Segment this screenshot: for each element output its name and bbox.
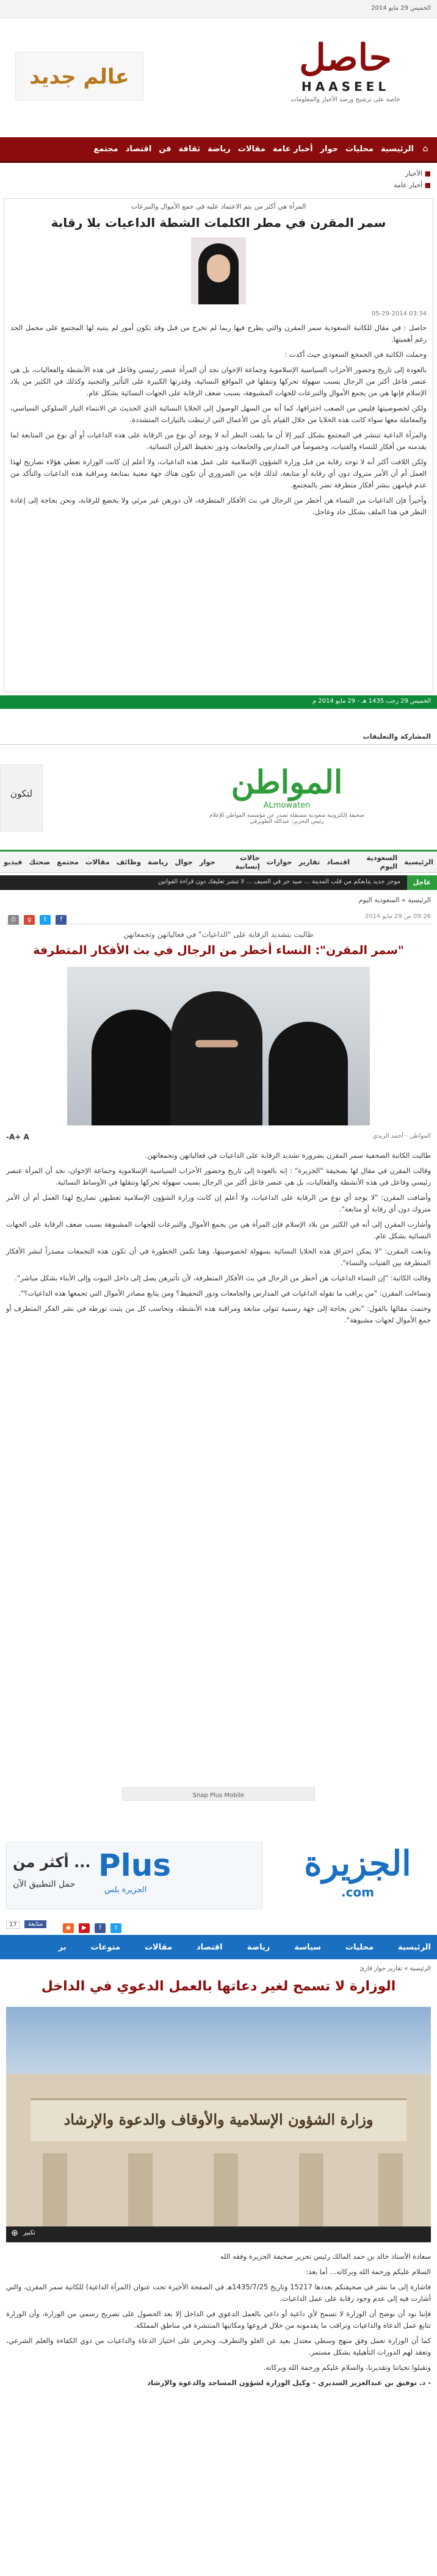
nav-home-icon[interactable]: ⌂ (422, 143, 428, 154)
mw-nav-0[interactable]: الرئيسية (404, 858, 433, 866)
aljazirah-logo[interactable] (284, 1842, 431, 1909)
mw-nav-8[interactable]: رياضة (148, 858, 168, 866)
mw-nav-11[interactable]: مجتمع (57, 858, 79, 866)
jz-nav-7[interactable]: بر (58, 1942, 67, 1952)
jz-nav-6[interactable]: متوعات (90, 1942, 120, 1952)
mw-paragraph: طالبت الكاتبة الصحفية سمر المقرن بضرورة تشديد الرقابة على الداعيات في فعالياتهن وتجمعاتهن. (145, 1151, 431, 1160)
mw-paragraph: وختمت مقالها بالقول: "نحن بحاجة إلى جهة رسمية تتولى متابعة ومراقبة هذه الأنشطة، وتحاسب كل من يثبت تورطه في نشر الفكر المتطرف أو جمع الأموال لجهات مشبوهة". (6, 1304, 431, 1324)
article-headline: سمر المقرن في مطر الكلمات الشطة الداعيات بلا رقابة (51, 215, 386, 230)
font-size-tools (6, 1133, 33, 1141)
mw-nav-6[interactable]: حوار (199, 858, 215, 866)
haaseel-tagline: خاصة على ترشيح ورصد الأخبار والمعلومات (291, 96, 400, 103)
nav-item-8[interactable]: اقتصاد (125, 145, 152, 154)
jz-headline: الوزارة لا تسمح لغير دعاتها بالعمل الدعوي في الداخل (41, 1979, 396, 1994)
mw-kicker: طالبت بتشديد الرقابة على "الداعيات" في فعالياتهن وتجمعاتهن (123, 930, 314, 939)
article-paragraph: بالعودة إلى تاريخ وحضور الأحزاب السياسية الإسلاموية وجماعة الإخوان نجد أن المرأة عنصر رئيسي وفاعل في هذه الأنشطة والفعاليات، بل هي عنصر فاعل أكثر من الرجال بسبب سهولة تحركها وتنقلها في المواقع النسائية، وقدرتها الكبيرة على التأثير والتجنيد وكذلك في الكثير من بلاد الإسلام فإنها هي من يجمع الأموال والتبرعات للجهات المشبوهة، بسبب ضعف الرقابة على الجهات النسائية بشكل عام. (10, 365, 427, 397)
ticker-label: عاجل (407, 875, 437, 890)
article-date: 03:34 05-29-2014 (371, 310, 427, 317)
zoom-icon[interactable]: ⊕ (11, 2228, 18, 2238)
plus-sub: الجزيرة بلس (104, 1885, 147, 1895)
haaseel-logo-latin: HAASEEL (301, 79, 390, 94)
jz-paragraph: السلام عليكم ورحمة الله وبركاته... أما بعد: (306, 2267, 431, 2276)
promo-text: ... أكثر من (13, 1854, 91, 1871)
haaseel-logo-arabic: حاصل (299, 37, 392, 79)
jz-social-icons (61, 1920, 121, 1933)
article-paragraph: والمرأة الداعية تنتشر في المجتمع بشكل كبير إلا أن ما يلفت النظر أنه لا يوجد أي نوع من الرقابة على هذه الداعيات أو أي نوع من المتابعة لما يقدمنه من أفكار للنساء والفتيات، وخصوصاً في المدارس والجامعات ودور تحفيظ القرآن النسائية. (10, 431, 427, 451)
mw-paragraph: وأشارت المقرن إلى أنه في الكثير من بلاد الإسلام فإن المرأة هي من يجمع الأموال والتبرعات للجهات المشبوهة بسبب ضعف الرقابة على الجهات النسائية بشكل عام. (6, 1220, 431, 1240)
jz-paragraph: كما أن الوزارة تعمل وفق منهج وسطي معتدل بعيد عن الغلو والتطرف، وتحرص على اختيار الدعاة والداعيات من ذوي الكفاءة والعلم الشرعي، وتعقد لهم الدورات التأهيلية بشكل مستمر. (6, 2336, 431, 2356)
almowaten-page (0, 723, 437, 1830)
article-paragraph: وحملت الكاتبة في الجمجع السعودي حيث أكدت : (284, 350, 427, 359)
article-box (4, 198, 433, 692)
twitter-icon[interactable]: t (110, 1923, 121, 1933)
print-icon[interactable]: ⎙ (8, 915, 19, 925)
mw-share-icons (6, 912, 67, 925)
news-ticker (0, 875, 437, 890)
article-paragraph: حاصل : في مقال للكاتبة السعودية سمر المقرن والتي يطرح فيها ربما لم تخرج من قبل وقد تكون أمور لم ينتبه لها المجتمع على محمل الجد رغم أهميتها. (10, 323, 427, 343)
almowaten-logo-arabic: المواطن (231, 764, 343, 801)
jz-nav-2[interactable]: سياسة (294, 1942, 321, 1952)
haaseel-footer-bar (0, 695, 437, 709)
jz-article-photo (6, 2007, 431, 2226)
promo-sub: حمل التطبيق الآن (13, 1879, 76, 1889)
article-subtitle: المرأة هي أكثر من يتم الاعتماد عليه في جمع الأموال والتبرعات (131, 203, 306, 210)
plus-label: Plus (98, 1848, 172, 1883)
jz-nav-1[interactable]: محليات (345, 1942, 374, 1952)
mw-nav-1[interactable]: السعودية اليوم (366, 853, 398, 870)
jz-paragraph: سعادة الأستاذ خالد بن حمد المالك رئيس تحرير صحيفة الجزيرة وفقه الله (220, 2252, 431, 2261)
mw-article-photo (67, 967, 370, 1125)
jz-nav-5[interactable]: مقالات (144, 1942, 172, 1952)
brand-banner[interactable] (15, 52, 143, 101)
mw-nav-3[interactable]: تقارير (298, 858, 320, 866)
jz-nav-3[interactable]: رياضة (247, 1942, 270, 1952)
mw-paragraph: وتابعت المقرن: "لا يمكن اختراق هذه الخلايا النسائية بسهولة لخصوصيتها، وهنا تكمن الخطورة في أن تكون هذه التجمعات مصدراً لنشر الأفكار المتطرفة بين الفتيات والنساء". (6, 1247, 431, 1267)
follow-button[interactable] (24, 1920, 46, 1928)
mw-paragraph: وقالت المقرن في مقال لها بصحيفة "الجزيرة" : إنه بالعودة إلى تاريخ وحضور الأحزاب السياسية الإسلاموية وجماعة الإخوان، نجد أن المرأة عنصر رئيسي وفاعل في هذه الأنشطة والفعاليات، بل هي عنصر فاعل أكثر من الرجال بسبب سهولة تحركها وتنقلها في الأوساط النسائية. (6, 1166, 431, 1186)
article-paragraph: ولكن اللافت أكثر أنه لا توجد رقابة من قبل وزارة الشؤون الإسلامية على عمل هذه الداعيات، ولا أعلم إن كانت الوزارة تعطي هؤلاء تصاريح لهذا العمل أم أن الأمر متروك دون أي رقابة أو متابعة، لذلك فإنه من الضروري أن تكون هناك جهة معنية بمتابعة ومراقبة هذه الداعيات والتأكد من عدم قيامهن بنشر أفكار متطرفة تضر بالمجتمع. (10, 457, 427, 489)
haaseel-nav (0, 137, 437, 163)
author-photo (191, 237, 246, 304)
nav-item-0[interactable]: الرئيسية (380, 145, 414, 154)
jz-nav-4[interactable]: اقتصاد (197, 1942, 223, 1952)
zoom-label[interactable]: تكبير (23, 2230, 35, 2236)
mw-meta-date: 09:26 ص 29 مايو 2014 (364, 913, 431, 920)
nav-item-3[interactable]: أخبار عامة (272, 145, 313, 154)
mw-nav-12[interactable]: صحتك (29, 858, 51, 866)
ticker-text[interactable]: موجز جديد يتابعكم من قلب المدينة ... صيد حر في الصيف ... لا تنشر تعليقك دون قراءة القوانين (157, 878, 400, 885)
facebook-icon[interactable]: f (56, 915, 67, 925)
nav-item-2[interactable]: حوار (320, 145, 338, 154)
breadcrumb-item-1[interactable]: أخبار عامة (394, 181, 423, 189)
almowaten-logo[interactable] (183, 764, 391, 831)
brand-banner-title: عالم جديد (29, 65, 129, 89)
rss-icon[interactable]: ◉ (63, 1923, 74, 1933)
twitter-icon[interactable]: t (40, 915, 51, 925)
almowaten-tagline: صحيفة إلكترونية سعودية مستقلة تصدر عن مؤسسة المواطن للإعلام (209, 813, 364, 819)
stores-label[interactable]: Snap Plus Mobile (192, 1792, 245, 1799)
jz-paragraph: فاشارة إلى ما نشر في صحيفتكم بعددها 15217 وتاريخ 1435/7/25هـ في الصفحة الأخيرة تحت عنوان (المرأة الداعية) للكاتبة سمر المقرن، والتي أشارت فيه إلى عدم وجود رقابة على عمل الداعيات. (6, 2283, 431, 2303)
mw-nav-7[interactable]: جوال (175, 858, 193, 866)
almowaten-logo-latin: ALmowaten (263, 801, 311, 810)
share-label-bar (0, 730, 437, 745)
mw-nav-4[interactable]: حوارات (266, 858, 292, 866)
mw-share-row (6, 911, 431, 924)
aljazirah-page (0, 1830, 437, 2576)
breadcrumb-dot-icon: ■ (422, 181, 431, 189)
mw-paragraph: وقالت الكاتبة: "إن النساء الداعيات هن أخطر من الرجال في بث الأفكار المتطرفة، لأن تأثيرهن يصل إلى داخل البيوت وإلى الأبناء بشكل مباشر". (15, 1274, 431, 1282)
jz-paragraph: فإننا نود أن نوضح أن الوزارة لا تسمح لأي داعية أو داعي بالعمل الدعوي في الداخل إلا بعد الحصول على تصريح رسمي من الوزارة، وأن الوزارة تتابع عمل الدعاة والداعيات وتراقب ما يقدمونه من خلال فروعها ومكاتبها المنتشرة في مناطق المملكة. (6, 2309, 431, 2330)
breadcrumb-dot-icon: ■ (422, 170, 431, 178)
nav-item-9[interactable]: مجتمع (93, 145, 118, 154)
almowaten-nav (0, 850, 437, 873)
article-paragraph: وأخيراً فإن الداعيات من النساء هن أخطر من الرجال في بث الأفكار المتطرفة، لأن دورهن غير مرئي ولا يخضع للرقابة، ونحن بحاجة إلى إعادة النظر في هذا الملف بشكل جاد وعاجل. (10, 496, 427, 516)
follow-count: 17 (6, 1921, 20, 1929)
article-paragraph: ولكن لخصوصيتها فليس من الصعب اختراقها، كما أنه من السهل الوصول إلى الخلايا النسائية الذي الحديث عن الانتماء التيار السلوكي السياسي، والمعاملة معها سواء كانت هذه الخلايا من خلال القيام بأي من الأعمال التي ارتبطت بالتيارات المتشددة. (10, 404, 427, 424)
haaseel-date: الخميس 29 مايو 2014 (371, 5, 431, 12)
building-sign: وزارة الشؤون الإسلامية والأوقاف والدعوة والإرشاد (63, 2111, 374, 2128)
mw-nav-13[interactable]: فيديو (4, 858, 23, 866)
plus-app-banner[interactable] (6, 1842, 262, 1909)
mw-nav-2[interactable]: اقتصاد (327, 858, 350, 866)
jz-breadcrumb[interactable]: الرئيسية » تقارير حوار قارئ (359, 1965, 431, 1972)
mw-nav-10[interactable]: مقالات (85, 858, 110, 866)
nav-item-5[interactable]: رياضة (208, 145, 231, 154)
mw-breadcrumb[interactable]: الرئيسية » السعودية اليوم (358, 896, 431, 904)
jz-nav-0[interactable]: الرئيسية (397, 1942, 431, 1952)
mw-headline: "سمر المقرن": النساء أخطر من الرجال في بث الأفكار المتطرفة (33, 944, 404, 957)
nav-item-6[interactable]: ثقافة (178, 145, 201, 154)
footer-date: الخميس 29 رجب 1435 هـ - 29 مايو 2014 م (312, 698, 431, 705)
article-body (10, 322, 427, 518)
aljazirah-logo-arabic: الجزيرة (304, 1843, 411, 1884)
font-decrease-icon[interactable]: A- (6, 1133, 29, 1141)
share-label: المشاركة والتعليقات (363, 733, 431, 741)
aljazirah-logo-latin: .com (341, 1885, 375, 1900)
facebook-icon[interactable]: f (95, 1923, 106, 1933)
mw-stores-bar (122, 1787, 315, 1801)
aljazirah-nav (0, 1935, 437, 1959)
zoom-bar (6, 2226, 431, 2242)
side-ad-text: لتكون (10, 788, 33, 799)
haaseel-topbar (0, 0, 437, 18)
mw-paragraph: وأضافت المقرن: "لا يوجد أي نوع من الرقابة على الداعيات، ولا أعلم إن كانت وزارة الشؤون الإسلامية تعطيهن تصاريح لهذا العمل أم أن الأمر متروك دون أي رقابة أو متابعة". (6, 1193, 431, 1213)
almowaten-editor: رئيس التحرير: عبدالله الطويرقي (250, 819, 324, 825)
mw-paragraph: وتساءلت المقرن: "من يراقب ما تقوله الداعيات في المدارس والجامعات ودور التحفيظ؟ ومن يتابع مصادر الأموال التي تجمعها هذه الداعيات؟". (18, 1289, 431, 1297)
jz-paragraph: وتقبلوا تحياتنا وتقديرنا، والسلام عليكم ورحمة الله وبركاته. (263, 2363, 431, 2372)
side-ad[interactable] (0, 764, 43, 831)
font-increase-icon[interactable]: A+ (9, 1133, 21, 1141)
haaseel-logo[interactable] (266, 37, 425, 110)
haaseel-header (0, 18, 437, 137)
mw-nav-5[interactable]: حالات إنسانية (235, 853, 260, 870)
google-plus-icon[interactable]: g (24, 915, 35, 925)
haaseel-page (0, 0, 437, 723)
breadcrumb-item-0[interactable]: الأخبار (405, 170, 423, 178)
mw-article-body (6, 1150, 431, 1330)
nav-item-4[interactable]: مقالات (237, 145, 265, 154)
mw-nav-9[interactable]: وظائف (116, 858, 142, 866)
aljazirah-header (0, 1836, 437, 1915)
jz-article-body (6, 2251, 431, 2392)
youtube-icon[interactable]: ▶ (79, 1923, 90, 1933)
almowaten-header (0, 752, 437, 844)
jz-paragraph: - د. توفيق بن عبدالعزيز السديري - وكيل الوزارة لشؤون المساجد والدعوة والإرشاد (147, 2378, 431, 2387)
nav-item-1[interactable]: محليات (345, 145, 374, 154)
follow-row (6, 1919, 431, 1932)
mw-author: المواطن - أحمد الزيدي (372, 1133, 431, 1139)
nav-item-7[interactable]: فن (159, 145, 172, 154)
follow-label: متابعة (28, 1921, 43, 1928)
haaseel-breadcrumb (6, 170, 431, 196)
